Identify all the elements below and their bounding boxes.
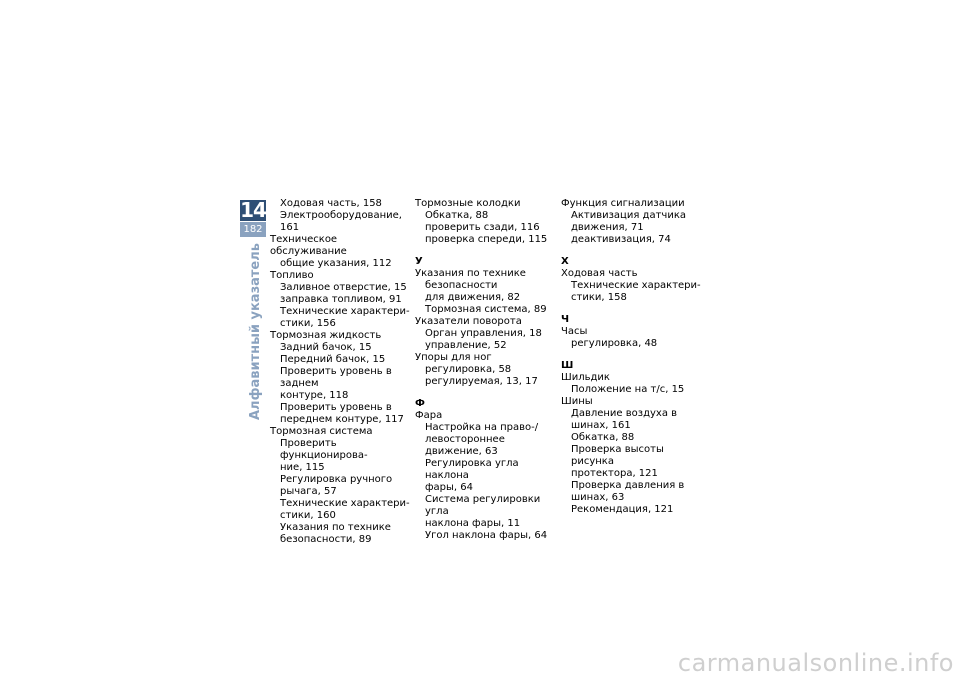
index-subentry: левостороннее движение, 63 (425, 434, 505, 457)
index-subentry: Проверка высоты рисунка (571, 444, 664, 467)
index-heading: Шины (561, 396, 593, 407)
index-subentry: контуре, 118 (280, 390, 349, 401)
index-subentry: Обкатка, 88 (425, 210, 489, 221)
index-subentry: проверить сзади, 116 (425, 222, 540, 233)
index-subentry: Положение на т/с, 15 (571, 384, 685, 395)
index-letter: Ч (561, 314, 570, 325)
index-subentry: Проверить функционирова- (280, 438, 368, 461)
index-subentry: Проверить уровень в заднем (280, 366, 392, 389)
index-subentry: для движения, 82 (425, 292, 521, 303)
index-subentry: Заливное отверстие, 15 (280, 282, 407, 293)
index-subentry: Задний бачок, 15 (280, 342, 372, 353)
index-subentry: Орган управления, 18 (425, 328, 542, 339)
index-heading: Функция сигнализации (561, 198, 685, 209)
watermark: carmanualsonline.info (677, 649, 954, 677)
index-subentry: Настройка на право-/ (425, 422, 539, 433)
index-heading: Тормозные колодки (415, 198, 521, 209)
index-subentry: шинах, 63 (571, 492, 625, 503)
index-subentry: Передний бачок, 15 (280, 354, 386, 365)
index-subentry: регулировка, 58 (425, 364, 512, 375)
index-heading: Ходовая часть (561, 268, 638, 279)
index-subentry: Давление воздуха в (571, 408, 678, 419)
index-subentry: Ходовая часть, 158 (280, 198, 382, 209)
index-heading: Указатели поворота (415, 316, 522, 327)
index-subentry: рычага, 57 (280, 486, 337, 497)
index-subentry: Система регулировки угла (425, 494, 541, 517)
index-subentry: шинах, 161 (571, 420, 631, 431)
index-subentry: безопасности (425, 280, 498, 291)
index-subentry: Проверить уровень в (280, 402, 392, 413)
index-heading: Упоры для ног (415, 352, 492, 363)
index-subentry: деактивизация, 74 (571, 234, 671, 245)
index-letter: Ф (415, 398, 425, 409)
index-subentry: Рекомендация, 121 (571, 504, 674, 515)
index-heading: Тормозная система (270, 426, 373, 437)
index-column-3 (561, 198, 701, 516)
index-subentry: наклона фары, 11 (425, 518, 521, 529)
index-subentry: заправка топливом, 91 (280, 294, 402, 305)
index-subentry: общие указания, 112 (280, 258, 392, 269)
index-subentry: стики, 156 (280, 318, 336, 329)
index-subentry: переднем контуре, 117 (280, 414, 404, 425)
index-subentry: Тормозная система, 89 (425, 304, 547, 315)
index-heading: Техническое обслуживание (270, 234, 347, 257)
index-heading: Тормозная жидкость (270, 330, 382, 341)
index-column-1 (270, 198, 410, 546)
index-subentry: стики, 160 (280, 510, 336, 521)
index-subentry: безопасности, 89 (280, 534, 372, 545)
index-subentry: Технические характери- (280, 306, 410, 317)
index-subentry: регулировка, 48 (571, 338, 658, 349)
index-subentry: ние, 115 (280, 462, 325, 473)
chapter-number: 14 (240, 198, 266, 222)
index-subentry: управление, 52 (425, 340, 507, 351)
index-subentry: Электрооборудование, 161 (280, 210, 402, 233)
index-letter: Ш (561, 360, 574, 371)
index-subentry: фары, 64 (425, 482, 474, 493)
index-subentry: регулируемая, 13, 17 (425, 376, 538, 387)
index-subentry: Технические характери- (571, 280, 701, 291)
index-subentry: Указания по технике (280, 522, 391, 533)
index-heading: Шильдик (561, 372, 610, 383)
index-subentry: протектора, 121 (571, 468, 658, 479)
index-subentry: Активизация датчика (571, 210, 686, 221)
index-subentry: Регулировка угла наклона (425, 458, 519, 481)
index-heading: Указания по технике (415, 268, 526, 279)
index-heading: Фара (415, 410, 443, 421)
index-subentry: Регулировка ручного (280, 474, 393, 485)
index-subentry: Технические характери- (280, 498, 410, 509)
index-subentry: проверка спереди, 115 (425, 234, 548, 245)
index-subentry: Угол наклона фары, 64 (425, 530, 548, 541)
page-number: 182 (240, 222, 266, 237)
index-subentry: стики, 158 (571, 292, 627, 303)
index-subentry: Проверка давления в (571, 480, 685, 491)
index-heading: Часы (561, 326, 588, 337)
index-subentry: Обкатка, 88 (571, 432, 635, 443)
index-subentry: движения, 71 (571, 222, 644, 233)
index-letter: Х (561, 256, 569, 267)
index-column-2 (415, 198, 555, 542)
index-heading: Топливо (270, 270, 314, 281)
index-letter: У (415, 256, 423, 267)
